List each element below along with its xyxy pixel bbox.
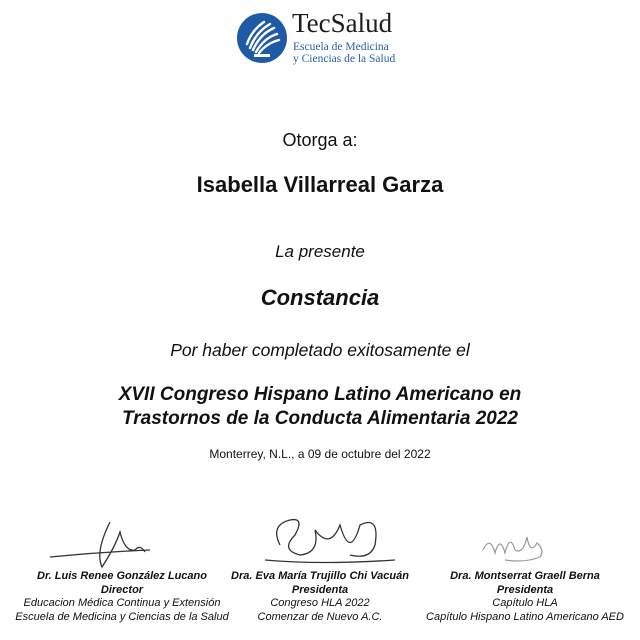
signatory-org: Escuela de Medicina y Ciencias de la Salud <box>15 610 229 623</box>
present-label: La presente <box>275 242 365 261</box>
signatory-role: Presidenta <box>291 583 349 596</box>
signatory-org: Comenzar de Nuevo A.C. <box>257 610 383 623</box>
signature-1-icon <box>40 512 190 572</box>
document-type: Constancia <box>260 285 380 310</box>
event-line-1: XVII Congreso Hispano Latino Americano en <box>118 384 522 405</box>
signatory-org: Capítulo HLA <box>492 597 558 609</box>
signatory-org: Capítulo Hispano Latino Americano AED <box>426 610 624 623</box>
signatory-2 <box>200 570 440 624</box>
signatory-3 <box>405 570 640 624</box>
tecsalud-logo-icon <box>236 12 288 64</box>
event-line-2: Trastornos de la Conducta Alimentaria 2022 <box>122 408 518 429</box>
place-date: Monterrey, N.L., a 09 de octubre del 2022 <box>209 447 431 461</box>
recipient-name: Isabella Villarreal Garza <box>196 172 444 197</box>
signature-3-icon <box>475 525 565 570</box>
reason-text: Por haber completado exitosamente el <box>170 340 470 360</box>
signatory-name: Dra. Montserrat Graell Berna <box>450 570 600 582</box>
brand-name: TecSalud <box>292 8 393 38</box>
grant-label: Otorga a: <box>282 130 358 150</box>
logo-subtitle-1: Escuela de Medicina <box>293 41 389 53</box>
signatory-name: Dra. Eva María Trujillo Chi Vacuán <box>231 570 409 582</box>
signatory-org: Educacion Médica Continua y Extensión <box>23 597 221 609</box>
signatory-role: Director <box>100 583 144 596</box>
logo-subtitle-2: y Ciencias de la Salud <box>293 53 396 65</box>
signatory-name: Dr. Luis Renee González Lucano <box>37 570 207 582</box>
signature-2-icon <box>260 505 400 570</box>
signatory-org: Congreso HLA 2022 <box>270 597 370 609</box>
signatory-role: Presidenta <box>496 583 554 596</box>
